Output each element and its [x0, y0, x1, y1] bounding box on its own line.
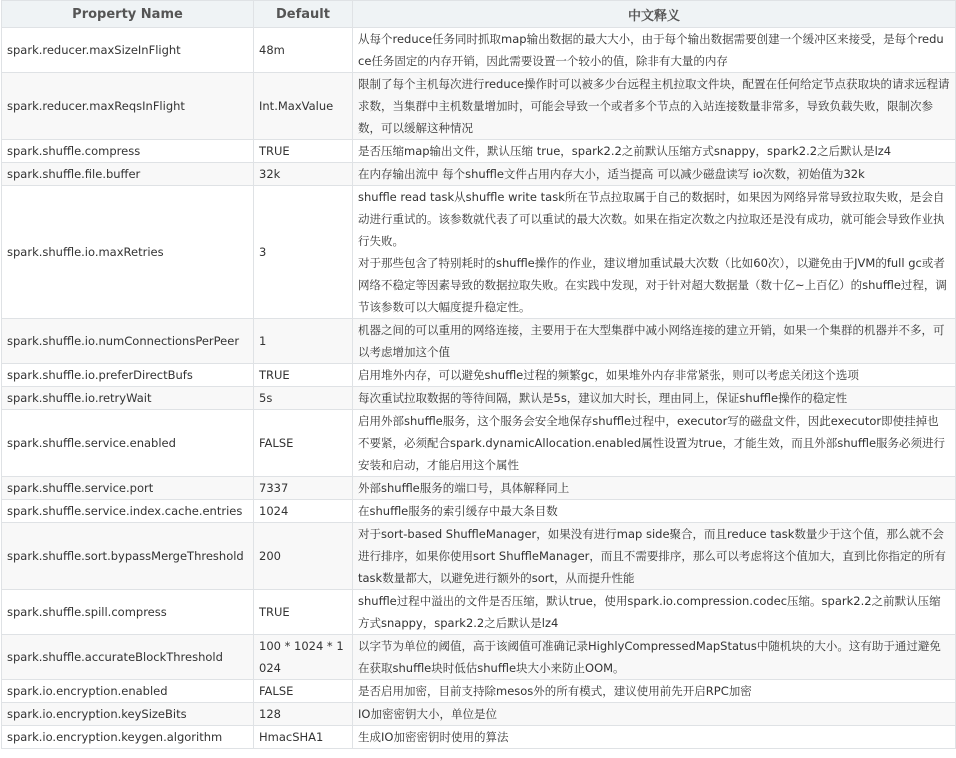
default-value-cell: 5s: [254, 387, 353, 410]
property-name-cell: spark.shuffle.file.buffer: [2, 163, 254, 186]
property-name-cell: spark.io.encryption.enabled: [2, 680, 254, 703]
default-value-cell: 7337: [254, 477, 353, 500]
default-value-cell: TRUE: [254, 140, 353, 163]
default-value-cell: HmacSHA1: [254, 726, 353, 749]
default-value-cell: FALSE: [254, 680, 353, 703]
default-value-cell: 200: [254, 523, 353, 590]
description-cell: shuffle过程中溢出的文件是否压缩，默认true，使用spark.io.compression.codec压缩。spark2.2之前默认压缩方式snappy，spark2.2之后默认是lz4: [353, 590, 956, 635]
default-value-cell: 1: [254, 319, 353, 364]
property-name-cell: spark.shuffle.io.retryWait: [2, 387, 254, 410]
description-cell: 在shuffle服务的索引缓存中最大条目数: [353, 500, 956, 523]
property-name-cell: spark.shuffle.service.enabled: [2, 410, 254, 477]
description-cell: 对于sort-based ShuffleManager，如果没有进行map side聚合，而且reduce task数量少于这个值，那么就不会进行排序，如果你使用sort ShuffleManager，而且不需要排序，那么可以考虑将这个值加大，直到比你指定的所有task数量都大，以避免进行额外的sort，从而提升性能: [353, 523, 956, 590]
property-name-cell: spark.io.encryption.keygen.algorithm: [2, 726, 254, 749]
table-row: [2, 635, 956, 680]
property-name-cell: spark.shuffle.compress: [2, 140, 254, 163]
description-cell: 启用堆外内存，可以避免shuffle过程的频繁gc，如果堆外内存非常紧张，则可以考虑关闭这个选项: [353, 364, 956, 387]
property-name-cell: spark.shuffle.service.index.cache.entries: [2, 500, 254, 523]
table-row: [2, 364, 956, 387]
property-name-cell: spark.shuffle.spill.compress: [2, 590, 254, 635]
property-name-cell: spark.io.encryption.keySizeBits: [2, 703, 254, 726]
table-row: [2, 523, 956, 590]
description-cell: IO加密密钥大小，单位是位: [353, 703, 956, 726]
description-cell: 启用外部shuffle服务，这个服务会安全地保存shuffle过程中，executor写的磁盘文件，因此executor即使挂掉也不要紧，必须配合spark.dynamicAllocation.enabled属性设置为true，才能生效，而且外部shuffle服务必须进行安装和启动，才能启用这个属性: [353, 410, 956, 477]
header-row: [2, 1, 956, 28]
table-row: [2, 703, 956, 726]
description-cell: 从每个reduce任务同时抓取map输出数据的最大大小，由于每个输出数据需要创建一个缓冲区来接受，是每个reduce任务固定的内存开销，因此需要设置一个较小的值，除非有大量的内存: [353, 28, 956, 73]
table-row: [2, 319, 956, 364]
header-description: 中文释义: [353, 1, 956, 28]
property-name-cell: spark.shuffle.sort.bypassMergeThreshold: [2, 523, 254, 590]
table-row: [2, 590, 956, 635]
default-value-cell: Int.MaxValue: [254, 73, 353, 140]
table-row: [2, 477, 956, 500]
property-name-cell: spark.shuffle.io.maxRetries: [2, 186, 254, 319]
table-row: [2, 28, 956, 73]
default-value-cell: 3: [254, 186, 353, 319]
default-value-cell: 32k: [254, 163, 353, 186]
description-cell: 限制了每个主机每次进行reduce操作时可以被多少台远程主机拉取文件块，配置在任何给定节点获取块的请求远程请求数，当集群中主机数量增加时，可能会导致一个或者多个节点的入站连接数量非常多，导致负载失败，限制次参数，可以缓解这种情况: [353, 73, 956, 140]
default-value-cell: 100 * 1024 * 1024: [254, 635, 353, 680]
property-name-cell: spark.shuffle.service.port: [2, 477, 254, 500]
table-row: [2, 186, 956, 319]
default-value-cell: TRUE: [254, 364, 353, 387]
default-value-cell: TRUE: [254, 590, 353, 635]
description-cell: 生成IO加密密钥时使用的算法: [353, 726, 956, 749]
description-cell: 机器之间的可以重用的网络连接，主要用于在大型集群中减小网络连接的建立开销，如果一个集群的机器并不多，可以考虑增加这个值: [353, 319, 956, 364]
table-row: [2, 500, 956, 523]
description-cell: 每次重试拉取数据的等待间隔，默认是5s，建议加大时长，理由同上，保证shuffle操作的稳定性: [353, 387, 956, 410]
header-property-name: Property Name: [2, 1, 254, 28]
property-name-cell: spark.shuffle.io.numConnectionsPerPeer: [2, 319, 254, 364]
default-value-cell: FALSE: [254, 410, 353, 477]
table-row: [2, 73, 956, 140]
default-value-cell: 1024: [254, 500, 353, 523]
property-name-cell: spark.shuffle.io.preferDirectBufs: [2, 364, 254, 387]
table-row: [2, 140, 956, 163]
table-row: [2, 410, 956, 477]
description-cell: 是否压缩map输出文件，默认压缩 true，spark2.2之前默认压缩方式snappy，spark2.2之后默认是lz4: [353, 140, 956, 163]
config-table: [1, 0, 956, 749]
default-value-cell: 48m: [254, 28, 353, 73]
property-name-cell: spark.reducer.maxSizeInFlight: [2, 28, 254, 73]
description-cell: shuffle read task从shuffle write task所在节点拉取属于自己的数据时，如果因为网络异常导致拉取失败，是会自动进行重试的。该参数就代表了可以重试的最大次数。如果在指定次数之内拉取还是没有成功，就可能会导致作业执行失败。 对于那些包含了特别耗时的shuffle操作的作业，建议增加重试最大次数（比如60次），以避免由于JVM的full gc或者网络不稳定等因素导致的数据拉取失败。在实践中发现，对于针对超大数据量（数十亿~上百亿）的shuffle过程，调节该参数可以大幅度提升稳定性。: [353, 186, 956, 319]
header-default: Default: [254, 1, 353, 28]
property-name-cell: spark.shuffle.accurateBlockThreshold: [2, 635, 254, 680]
description-cell: 是否启用加密，目前支持除mesos外的所有模式，建议使用前先开启RPC加密: [353, 680, 956, 703]
default-value-cell: 128: [254, 703, 353, 726]
table-row: [2, 163, 956, 186]
table-row: [2, 726, 956, 749]
table-row: [2, 387, 956, 410]
property-name-cell: spark.reducer.maxReqsInFlight: [2, 73, 254, 140]
table-row: [2, 680, 956, 703]
description-cell: 外部shuffle服务的端口号，具体解释同上: [353, 477, 956, 500]
description-cell: 以字节为单位的阈值，高于该阈值可准确记录HighlyCompressedMapStatus中随机块的大小。这有助于通过避免在获取shuffle块时低估shuffle块大小来防止OOM。: [353, 635, 956, 680]
description-cell: 在内存输出流中 每个shuffle文件占用内存大小，适当提高 可以减少磁盘读写 io次数，初始值为32k: [353, 163, 956, 186]
